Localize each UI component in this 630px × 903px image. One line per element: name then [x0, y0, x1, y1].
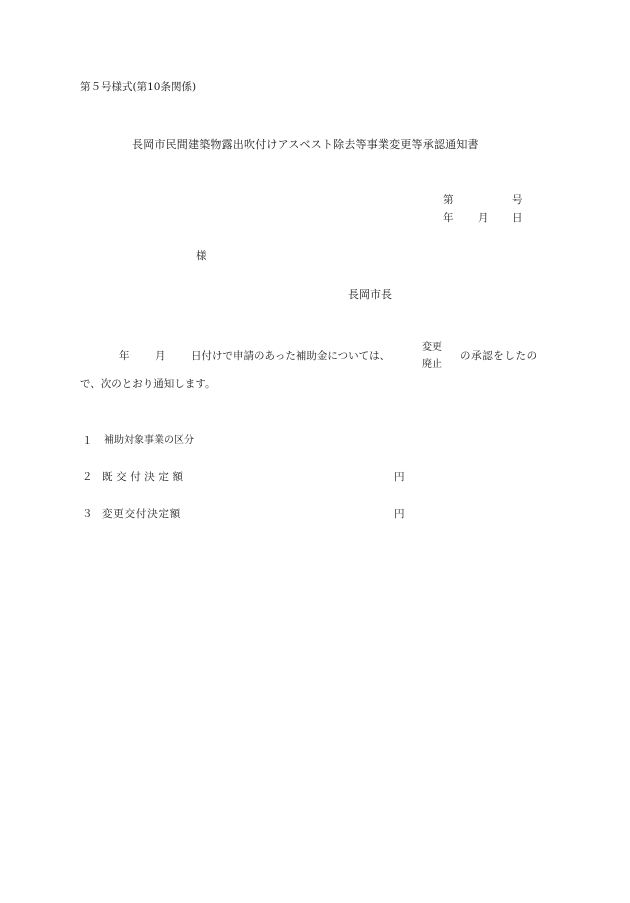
doc-number-suffix: 号 [512, 194, 523, 206]
date-year-label: 年 [443, 212, 454, 224]
item-number: １ [82, 435, 93, 447]
item-label-changed-amount: 変更交付決定額 [102, 508, 182, 520]
item-number: ３ [82, 508, 93, 520]
form-label: 第５号様式(第10条関係) [80, 81, 197, 93]
body-month-label: 月 [155, 350, 166, 362]
choice-option-abolish: 廃止 [422, 359, 442, 370]
item-unit-yen: 円 [394, 471, 405, 483]
issuer-name: 長岡市長 [348, 288, 392, 301]
item-number: ２ [82, 471, 93, 483]
document-title: 長岡市民間建築物露出吹付けアスベスト除去等事業変更等承認通知書 [132, 138, 479, 151]
item-label-category: 補助対象事業の区分 [104, 435, 194, 446]
choice-option-change: 変更 [422, 342, 442, 353]
date-day-label: 日 [512, 212, 523, 224]
body-after-choice-text: の承認をしたの [460, 350, 538, 362]
doc-number-prefix: 第 [443, 194, 454, 206]
body-second-line: で、次のとおり通知します。 [80, 378, 216, 390]
body-main-text: 日付けで申請のあった補助金については、 [191, 350, 391, 362]
body-year-label: 年 [119, 350, 130, 362]
item-label-existing-amount: 既交付決定額 [102, 471, 187, 483]
item-unit-yen: 円 [394, 508, 405, 520]
date-month-label: 月 [478, 212, 489, 224]
addressee-suffix: 様 [196, 250, 207, 262]
